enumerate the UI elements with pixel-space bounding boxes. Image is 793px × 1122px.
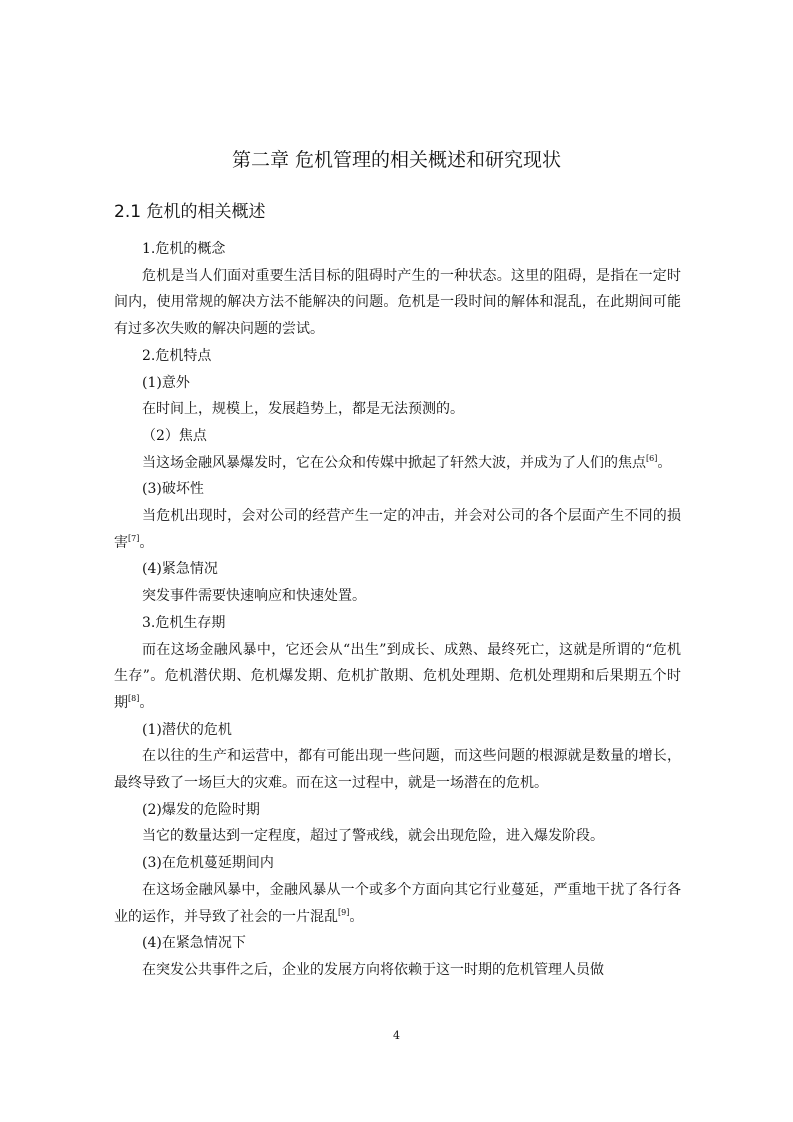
paragraph: (3)在危机蔓延期间内 <box>142 855 274 872</box>
paragraph: 3.危机生存期 <box>142 614 226 631</box>
citation: [9] <box>338 907 350 917</box>
chapter-title: 第二章 危机管理的相关概述和研究现状 <box>231 149 562 171</box>
page-number: 4 <box>393 1029 400 1042</box>
paragraph: 危机是当人们面对重要生活目标的阻碍时产生的一种状态。这里的阻碍，是指在一定时间内，使用常规的解决方法不能解决的问题。危机是一段时间的解体和混乱，在此期间可能有过多次失败的解决问题的尝试。 <box>114 267 681 338</box>
paragraph: 在突发公共事件之后，企业的发展方向将依赖于这一时期的危机管理人员做 <box>142 961 604 978</box>
citation: [8] <box>128 693 140 703</box>
paragraph: 在这场金融风暴中，金融风暴从一个或多个方面向其它行业蔓延，严重地干扰了各行各业的运作，并导致了社会的一片混乱[9]。 <box>114 881 681 925</box>
paragraph: 突发事件需要快速响应和快速处置。 <box>142 588 366 605</box>
paragraph: (2)爆发的危险时期 <box>142 801 260 818</box>
paragraph: （2）焦点 <box>142 427 207 444</box>
body-text <box>114 236 681 984</box>
paragraph: 当危机出现时，会对公司的经营产生一定的冲击，并会对公司的各个层面产生不同的损害[7]。 <box>114 508 681 551</box>
paragraph: 当它的数量达到一定程度，超过了警戒线，就会出现危险，进入爆发阶段。 <box>142 828 604 845</box>
paragraph: (4)紧急情况 <box>142 561 218 578</box>
section-title: 2.1 危机的相关概述 <box>114 202 266 222</box>
paragraph: 在以往的生产和运营中，都有可能出现一些问题，而这些问题的根源就是数量的增长，最终导致了一场巨大的灾难。而在这一过程中，就是一场潜在的危机。 <box>114 748 681 792</box>
paragraph: (1)意外 <box>142 374 190 391</box>
paragraph: (3)破坏性 <box>142 481 204 498</box>
paragraph: 当这场金融风暴爆发时，它在公众和传媒中掀起了轩然大波，并成为了人们的焦点[6]。 <box>142 453 672 471</box>
paragraph: 1.危机的概念 <box>142 241 226 257</box>
paragraph: 2.危机特点 <box>142 347 212 364</box>
paragraph: (1)潜伏的危机 <box>142 721 232 738</box>
citation: [6] <box>646 453 658 463</box>
paragraph: 而在这场金融风暴中，它还会从“出生”到成长、成熟、最终死亡，这就是所谓的“危机生存”。危机潜伏期、危机爆发期、危机扩散期、危机处理期、危机处理期和后果期五个时期[8]。 <box>114 641 681 711</box>
paragraph: (4)在紧急情况下 <box>142 935 246 952</box>
citation: [7] <box>128 533 140 543</box>
paragraph: 在时间上，规模上，发展趋势上，都是无法预测的。 <box>142 401 464 418</box>
